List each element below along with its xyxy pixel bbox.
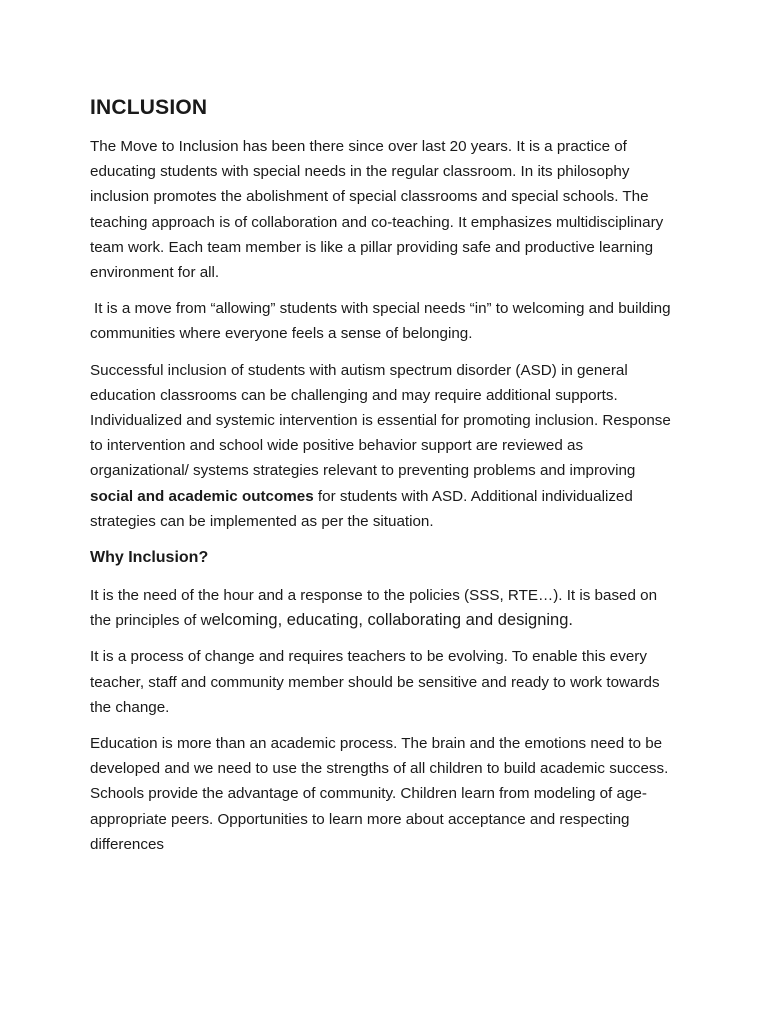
paragraph-principles — [90, 583, 680, 633]
paragraph-principles-text-start: It is the need of the hour and a response to the policies (SSS, RTE…). It is based on the principles of w — [90, 587, 658, 630]
paragraph-asd-text-start: Successful inclusion of students with autism spectrum disorder (ASD) in general education classrooms can be challenging and may require additional supports. Individualized and systemic intervention is essential for promoting inclusion. Response to intervention and school wide positive behavior support are reviewed as organizational/ systems strategies relevant to preventing problems and improving — [90, 361, 671, 480]
paragraph-education: Education is more than an academic process. The brain and the emotions need to be developed and we need to use the strengths of all children to build academic success. Schools provide the advantage of community. Children learn from modeling of age-appropriate peers. Opportunities to learn more about acceptance and respecting differences — [90, 735, 669, 853]
bold-phrase-outcomes: social and academic outcomes — [90, 487, 314, 505]
paragraph-change: It is a process of change and requires teachers to be evolving. To enable this every teacher, staff and community member should be sensitive and ready to work towards the change. — [90, 648, 660, 716]
paragraph-belonging: It is a move from “allowing” students with special needs “in” to welcoming and building communities where everyone feels a sense of belonging. — [90, 300, 671, 343]
paragraph-asd-text-end: for students with ASD. Additional individualized strategies can be implemented as per the situation. — [90, 487, 633, 530]
principles-phrase: elcoming, educating, collaborating and designing. — [211, 611, 573, 630]
section-heading-why-inclusion: Why Inclusion? — [90, 549, 209, 567]
paragraph-asd — [90, 358, 680, 534]
paragraph-intro: The Move to Inclusion has been there since over last 20 years. It is a practice of educating students with special needs in the regular classroom. In its philosophy inclusion promotes the abolishment of special classrooms and special schools. The teaching approach is of collaboration and co-teaching. It emphasizes multidisciplinary team work. Each team member is like a pillar providing safe and productive learning environment for all. — [90, 138, 664, 282]
document-title: INCLUSION — [90, 96, 208, 119]
